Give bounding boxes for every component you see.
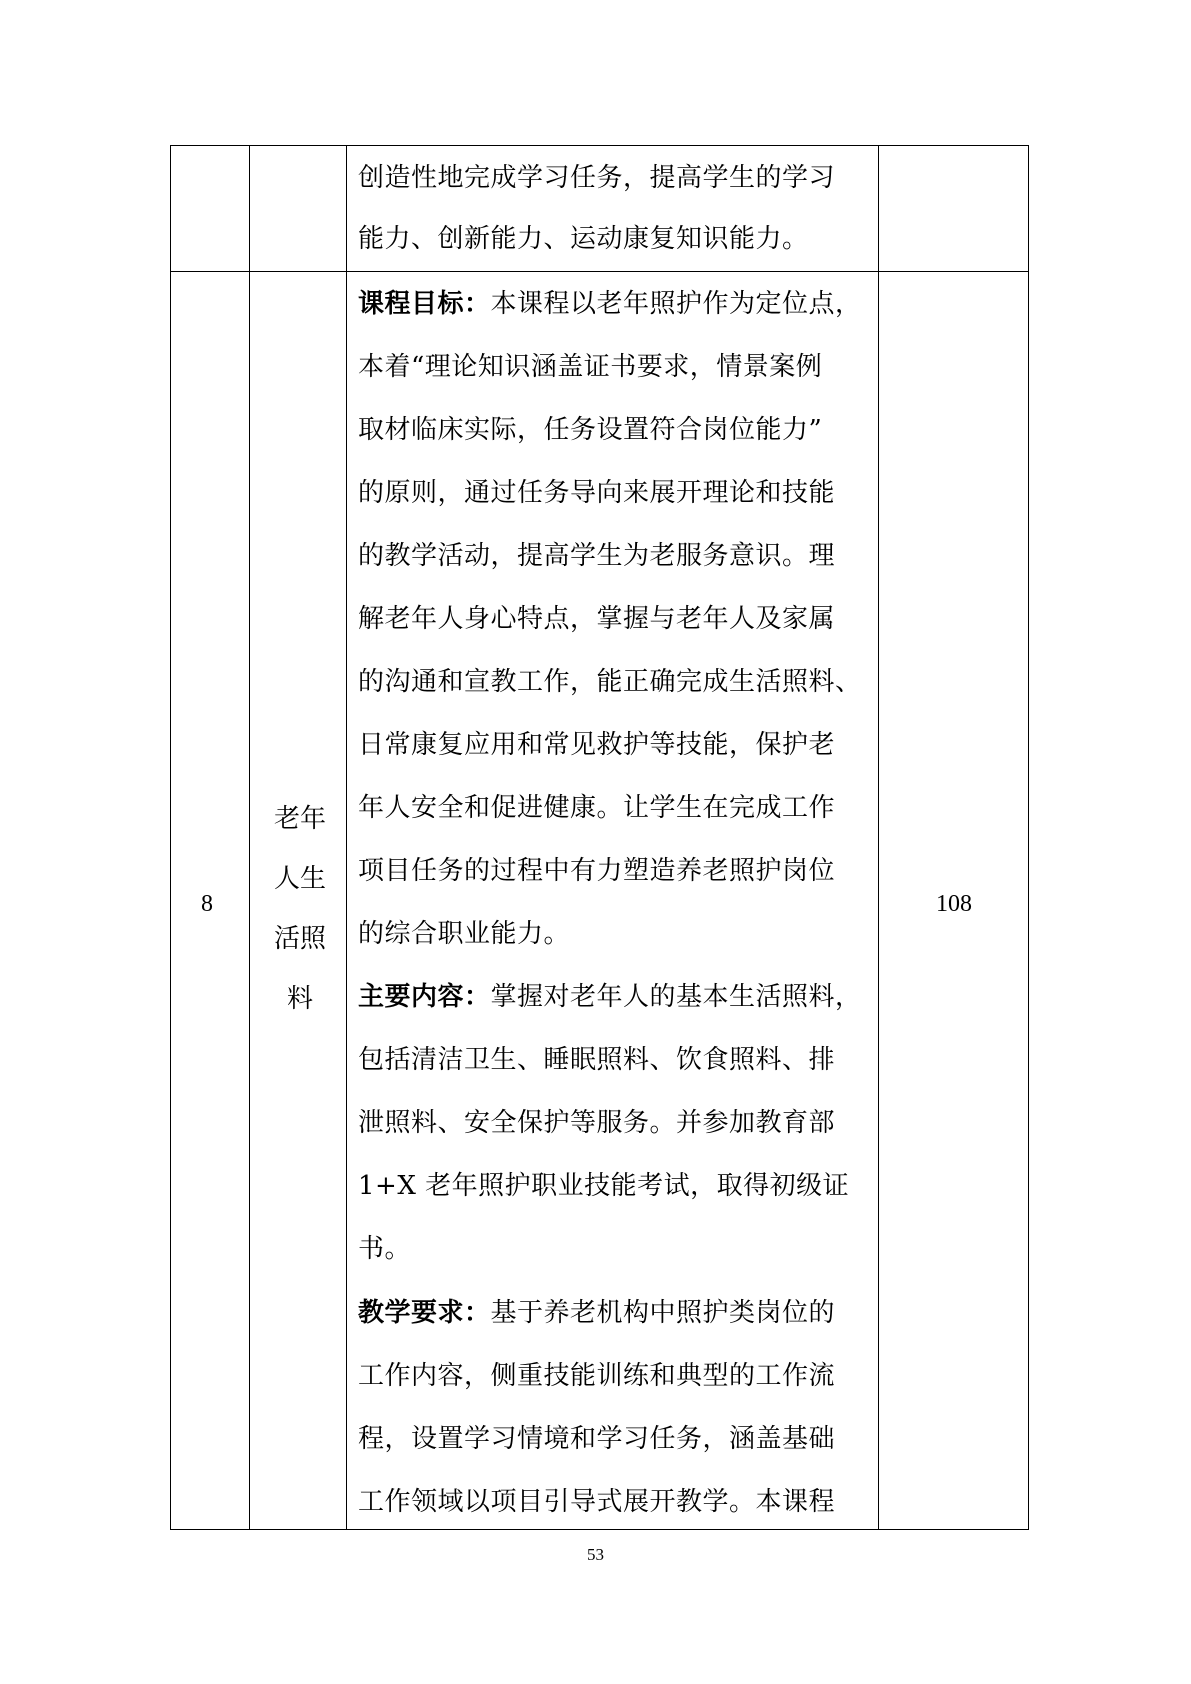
- teaching-requirement-line: 工作领域以项目引导式展开教学。本课程: [358, 1487, 836, 1517]
- teaching-requirement-line: 工作内容，侧重技能训练和典型的工作流: [358, 1361, 836, 1391]
- course-name-line: 老年: [273, 804, 326, 834]
- column-divider: [346, 146, 347, 1529]
- row-divider: [171, 271, 1028, 272]
- row-number: 8: [201, 891, 213, 917]
- teaching-requirement-label: 教学要求：: [358, 1298, 491, 1328]
- main-content-line: 泄照料、安全保护等服务。并参加教育部: [358, 1108, 836, 1138]
- course-goal-line: 本着“理论知识涵盖证书要求，情景案例: [358, 352, 823, 382]
- table-row-text: 创造性地完成学习任务，提高学生的学习: [358, 163, 836, 193]
- course-goal-line: 的沟通和宣教工作，能正确完成生活照料、: [358, 667, 862, 697]
- course-name-line: 人生: [273, 864, 326, 894]
- main-content-line: 包括清洁卫生、睡眠照料、饮食照料、排: [358, 1045, 836, 1075]
- teaching-requirement-line: 程，设置学习情境和学习任务，涵盖基础: [358, 1424, 836, 1454]
- course-hours: 108: [936, 891, 972, 917]
- table-row-text: 能力、创新能力、运动康复知识能力。: [358, 224, 809, 254]
- page-number: 53: [587, 1545, 604, 1564]
- main-content-line: 书。: [358, 1234, 412, 1264]
- course-goal-line: 日常康复应用和常见救护等技能，保护老: [358, 730, 836, 760]
- main-content-line: 1+X 老年照护职业技能考试，取得初级证: [358, 1171, 850, 1201]
- course-goal-line: 取材临床实际，任务设置符合岗位能力”: [358, 415, 823, 445]
- curriculum-table: [170, 145, 1029, 1530]
- course-name-line: 活照: [273, 924, 326, 954]
- course-goal-line: 的教学活动，提高学生为老服务意识。理: [358, 541, 836, 571]
- main-content-label: 主要内容：: [358, 982, 491, 1012]
- column-divider: [878, 146, 879, 1529]
- teaching-requirement-line: 教学要求：基于养老机构中照护类岗位的: [358, 1298, 836, 1328]
- course-goal-line: 的综合职业能力。: [358, 919, 571, 949]
- column-divider: [249, 146, 250, 1529]
- main-content-line: 主要内容：掌握对老年人的基本生活照料，: [358, 982, 862, 1012]
- course-goal-label: 课程目标：: [358, 289, 491, 319]
- course-goal-line: 课程目标：本课程以老年照护作为定位点，: [358, 289, 862, 319]
- course-goal-line: 的原则，通过任务导向来展开理论和技能: [358, 478, 836, 508]
- course-name-line: 料: [286, 984, 313, 1014]
- course-goal-line: 解老年人身心特点，掌握与老年人及家属: [358, 604, 836, 634]
- course-goal-line: 项目任务的过程中有力塑造养老照护岗位: [358, 856, 836, 886]
- course-goal-line: 年人安全和促进健康。让学生在完成工作: [358, 793, 836, 823]
